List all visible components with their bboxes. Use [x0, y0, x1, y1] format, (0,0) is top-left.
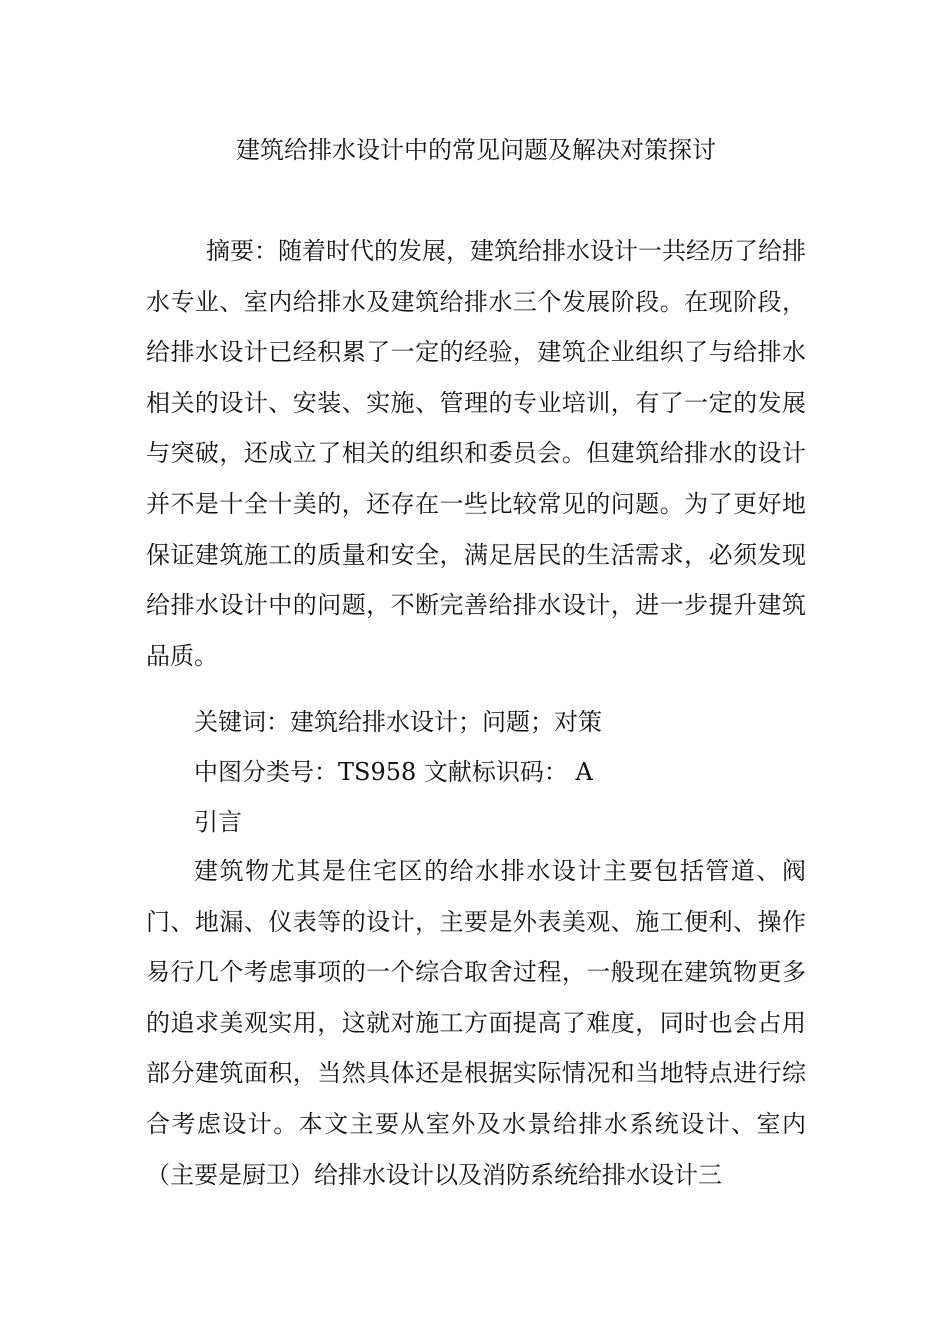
classification-line: 中图分类号：TS958 文献标识码： A: [194, 758, 593, 786]
section-heading-introduction: 引言: [194, 808, 242, 836]
abstract-paragraph: 摘要：随着时代的发展，建筑给排水设计一共经历了给排水专业、室内给排水及建筑给排水三个发展阶段。在现阶段，给排水设计已经积累了一定的经验，建筑企业组织了与给排水相关的设计、安装、实施、管理的专业培训，有了一定的发展与突破，还成立了相关的组织和委员会。但建筑给排水的设计并不是十全十美的，还存在一些比较常见的问题。为了更好地保证建筑施工的质量和安全，满足居民的生活需求，必须发现给排水设计中的问题，不断完善给排水设计，进一步提升建筑品质。: [146, 237, 806, 670]
document-title: 建筑给排水设计中的常见问题及解决对策探讨: [236, 136, 716, 164]
keywords-line: 关键词：建筑给排水设计；问题；对策: [194, 708, 602, 736]
introduction-paragraph: 建筑物尤其是住宅区的给水排水设计主要包括管道、阀门、地漏、仪表等的设计，主要是外表美观、施工便利、操作易行几个考虑事项的一个综合取舍过程，一般现在建筑物更多的追求美观实用，这就对施工方面提高了难度，同时也会占用部分建筑面积，当然具体还是根据实际情况和当地特点进行综合考虑设计。本文主要从室外及水景给排水系统设计、室内（主要是厨卫）给排水设计以及消防系统给排水设计三: [146, 857, 806, 1189]
